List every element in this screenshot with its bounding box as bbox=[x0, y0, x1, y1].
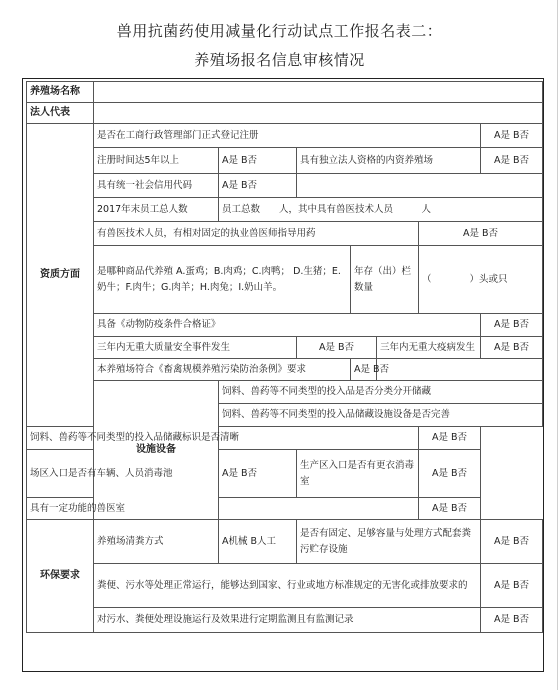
cleaning-method-answer[interactable]: A机械 B人工 bbox=[219, 520, 297, 564]
credit-code-answer[interactable]: A是 B否 bbox=[219, 174, 297, 198]
clothes-disinfect-question: 生产区入口是否有更衣消毒室 bbox=[297, 450, 419, 498]
independent-entity-question: 具有独立法人资格的内资养殖场 bbox=[297, 148, 481, 174]
vet-room-answer[interactable]: A是 B否 bbox=[419, 498, 481, 520]
discharge-standard-question: 粪便、污水等处理正常运行，能够达到国家、行业或地方标准规定的无害化或排放要求的 bbox=[94, 564, 481, 608]
business-registration-answer[interactable]: A是 B否 bbox=[481, 124, 543, 148]
section-equipment: 设施设备 bbox=[94, 381, 219, 520]
farm-name-label: 养殖场名称 bbox=[27, 82, 94, 103]
form-subtitle: 养殖场报名信息审核情况 bbox=[194, 51, 365, 69]
epidemic-cert-answer[interactable]: A是 B否 bbox=[481, 314, 543, 337]
quality-incident-question: 三年内无重大质量安全事件发生 bbox=[94, 337, 297, 359]
business-registration-question: 是否在工商行政管理部门正式登记注册 bbox=[94, 124, 481, 148]
registration-time-question: 注册时间达5年以上 bbox=[94, 148, 219, 174]
legal-rep-field[interactable] bbox=[94, 103, 543, 124]
epidemic-cert-question: 具备《动物防疫条件合格证》 bbox=[94, 314, 481, 337]
storage-complete-question: 饲料、兽药等不同类型的投入品储藏设施设备是否完善 bbox=[219, 404, 543, 427]
storage-labels-answer[interactable]: A是 B否 bbox=[419, 427, 481, 450]
farm-name-field[interactable] bbox=[94, 82, 543, 103]
vehicle-disinfect-question: 场区入口是否有车辆、人员消毒池 bbox=[27, 450, 219, 498]
staff-count-question: 2017年末员工总人数 bbox=[94, 198, 219, 222]
epidemic-free-answer[interactable]: A是 B否 bbox=[481, 337, 543, 359]
annual-stock-answer[interactable]: （ ）头或只 bbox=[419, 246, 543, 314]
storage-separate-question: 饲料、兽药等不同类型的投入品是否分类分开储藏 bbox=[219, 381, 543, 404]
storage-facility-question: 是否有固定、足够容量与处理方式配套粪污贮存设施 bbox=[297, 520, 481, 564]
credit-code-blank bbox=[297, 174, 543, 198]
monitoring-question: 对污水、粪便处理设施运行及效果进行定期监测且有监测记录 bbox=[94, 608, 481, 633]
storage-labels-question: 饲料、兽药等不同类型的投入品储藏标识是否清晰 bbox=[27, 427, 419, 450]
quality-incident-answer[interactable]: A是 B否 bbox=[297, 337, 377, 359]
pollution-rule-question: 本养殖场符合《畜禽规模养殖污染防治条例》要求 bbox=[94, 359, 351, 381]
document-page bbox=[2, 0, 558, 690]
pollution-rule-answer[interactable]: A是 B否 bbox=[351, 359, 377, 381]
licensed-vet-question: 有兽医技术人员，有相对固定的执业兽医师指导用药 bbox=[94, 222, 419, 246]
annual-stock-label: 年存（出）栏数量 bbox=[351, 246, 419, 314]
staff-count-answer[interactable]: 员工总数 人，其中具有兽医技术人员 人 bbox=[219, 198, 543, 222]
credit-code-question: 具有统一社会信用代码 bbox=[94, 174, 219, 198]
registration-time-answer[interactable]: A是 B否 bbox=[219, 148, 297, 174]
section-environment: 环保要求 bbox=[27, 520, 94, 633]
vehicle-disinfect-answer[interactable]: A是 B否 bbox=[219, 450, 297, 498]
pollution-rule-blank bbox=[377, 359, 543, 381]
epidemic-free-question: 三年内无重大疫病发生 bbox=[377, 337, 481, 359]
cleaning-method-question: 养殖场清粪方式 bbox=[94, 520, 219, 564]
species-question: 是哪种商品代养殖 A.蛋鸡；B.肉鸡；C.肉鸭； D.生猪；E.奶牛；F.肉牛；G.肉羊；H.肉兔；I.奶山羊。 bbox=[94, 246, 351, 314]
application-form-table bbox=[26, 81, 543, 633]
form-title: 兽用抗菌药使用减量化行动试点工作报名表二： bbox=[116, 22, 443, 40]
section-qualification: 资质方面 bbox=[27, 124, 94, 427]
discharge-standard-answer[interactable]: A是 B否 bbox=[481, 564, 543, 608]
clothes-disinfect-answer[interactable]: A是 B否 bbox=[419, 450, 481, 498]
licensed-vet-answer[interactable]: A是 B否 bbox=[419, 222, 543, 246]
storage-facility-answer[interactable]: A是 B否 bbox=[481, 520, 543, 564]
monitoring-answer[interactable]: A是 B否 bbox=[481, 608, 543, 633]
vet-room-question: 具有一定功能的兽医室 bbox=[27, 498, 419, 520]
independent-entity-answer[interactable]: A是 B否 bbox=[481, 148, 543, 174]
legal-rep-label: 法人代表 bbox=[27, 103, 94, 124]
